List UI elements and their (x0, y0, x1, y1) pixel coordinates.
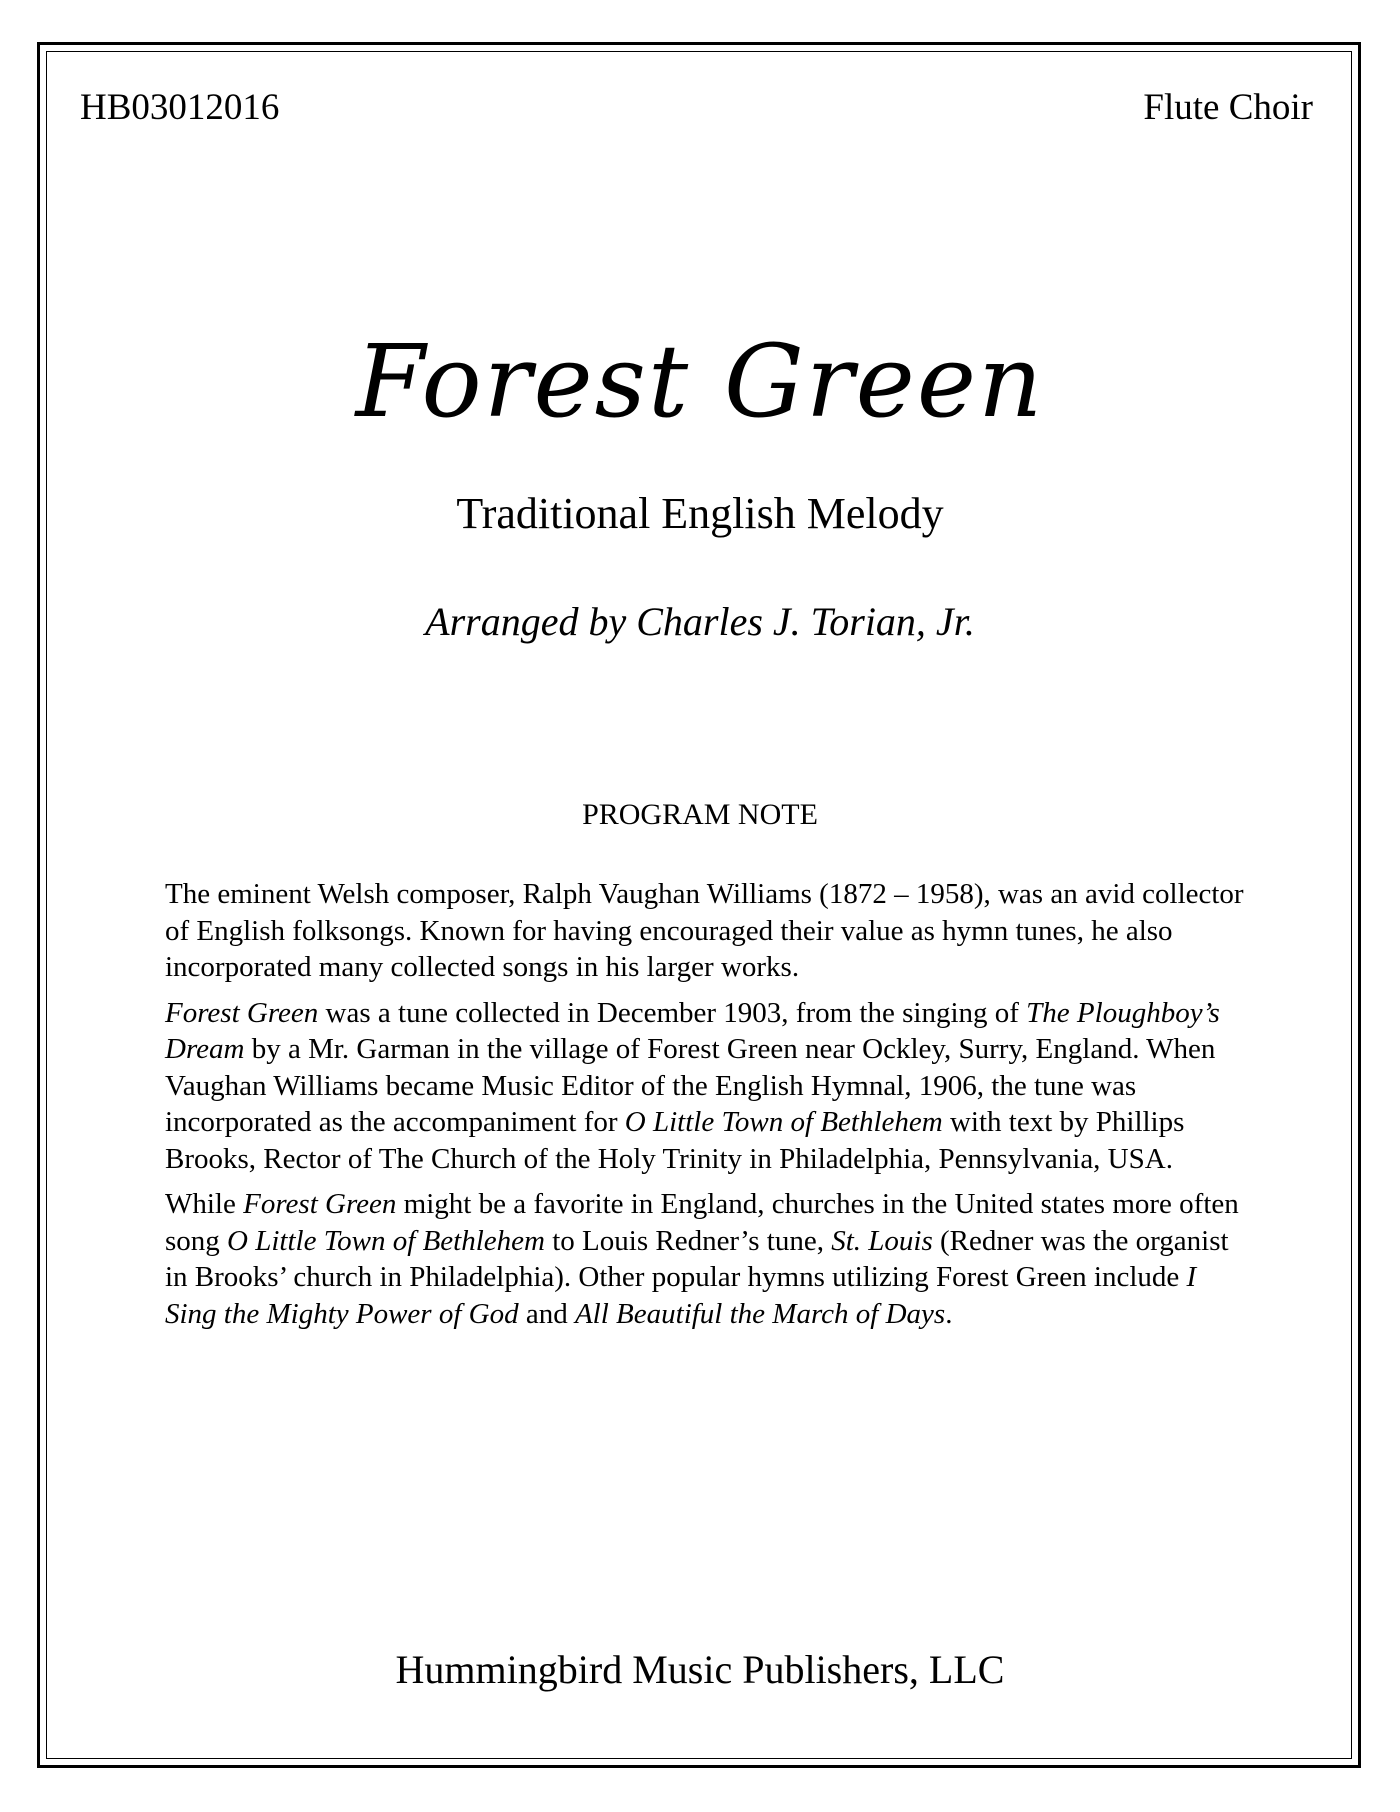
subtitle: Traditional English Melody (456, 489, 944, 538)
paragraph-text: to Louis Redner’s tune, (544, 1224, 832, 1257)
italic-title: O Little Town of Bethlehem (624, 1106, 943, 1138)
catalog-number: HB03012016 (80, 87, 280, 128)
italic-title: All Beautiful the March of Days (574, 1297, 946, 1330)
program-note-paragraph-3 (165, 1186, 1245, 1332)
paragraph-text: and (518, 1297, 575, 1330)
italic-title: O Little Town of Bethlehem (227, 1224, 545, 1257)
paragraph-1-text: The eminent Welsh composer, Ralph Vaughan Williams (1872 – 1958), was an avid collector of English folksongs. Known for having encouraged their value as hymn tunes, he also incorporated many collected songs in his larger works. (165, 878, 1244, 983)
paragraph-text: (Redner was the organist in Brooks’ church in Philadelphia). Other popular hymns utilizing Forest Green include (165, 1224, 1229, 1293)
italic-title: St. Louis (831, 1224, 933, 1257)
paragraph-text: While (165, 1188, 244, 1220)
program-note-paragraph-2 (165, 995, 1245, 1178)
paragraph-text: with text by Phillips Brooks, Rector of The Church of the Holy Trinity in Philadelphia, Pennsylvania, USA. (165, 1106, 1185, 1175)
italic-title: Forest Green (165, 996, 319, 1029)
paragraph-text: might be a favorite in England, churches in the United states more often song (165, 1188, 1239, 1257)
italic-title: Forest Green (243, 1188, 397, 1220)
ensemble-label: Flute Choir (1143, 87, 1313, 128)
arranger-credit: Arranged by Charles J. Torian, Jr. (425, 599, 975, 644)
program-note-paragraph-1 (165, 876, 1245, 986)
program-note-body (165, 876, 1245, 1341)
italic-title: I Sing the Mighty Power of God (165, 1261, 1197, 1330)
publisher-name: Hummingbird Music Publishers, LLC (395, 1647, 1005, 1692)
program-note-heading: PROGRAM NOTE (582, 798, 818, 831)
page-title: Forest Green (355, 323, 1045, 440)
paragraph-text: by a Mr. Garman in the village of Forest Green near Ockley, Surry, England. When Vaughan Williams became Music Editor of the English Hymnal, 1906, the tune was incorporated as the accompaniment for (165, 1033, 1216, 1138)
paragraph-text: was a tune collected in December 1903, from the singing of (318, 996, 1027, 1029)
paragraph-text: . (945, 1297, 953, 1330)
italic-title: The Ploughboy’s Dream (165, 996, 1220, 1065)
